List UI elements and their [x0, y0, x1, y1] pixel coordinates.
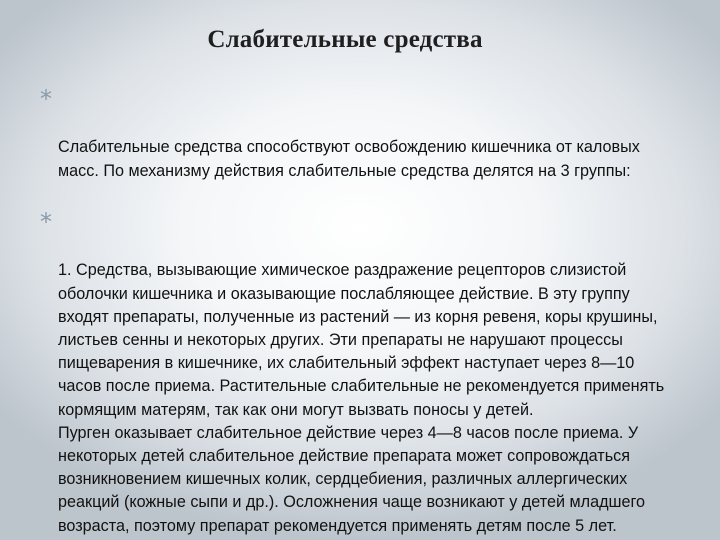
bullet-item-intro	[40, 85, 680, 206]
bullet-text: Слабительные средства способствуют освобождению кишечника от каловых масс. По механизму действия слабительные средства делятся на 3 группы:	[58, 138, 640, 180]
bullet-list	[40, 85, 680, 540]
bullet-text: 1. Средства, вызывающие химическое раздражение рецепторов слизистой оболочки кишечника и оказывающие послабляющее действие. В эту группу входят препараты, полученные из растений — из корня ревеня, коры крушины, листьев сенны и некоторых других. Эти препараты не нарушают процессы пищеварения в кишечнике, их слабительный эффект наступает через 8—10 часов после приема. Растительные слабительные не рекомендуется применять кормящим матерям, так как они могут вызвать поносы у детей. Пурген оказывает слабительное действие через 4—8 часов после приема. У некоторых детей слабительное действие препарата может сопровождаться возникновением кишечных колик, сердцебиения, различных аллергических реакций (кожные сыпи и др.). Осложнения чаще возникают у детей младшего возраста, поэтому препарат рекомендуется применять детям после 5 лет.	[58, 261, 665, 535]
bullet-marker-icon: *	[40, 208, 52, 237]
slide-title: Слабительные средства	[207, 26, 483, 53]
bullet-marker-icon: *	[40, 85, 52, 113]
bullet-item-group-1	[40, 208, 680, 540]
